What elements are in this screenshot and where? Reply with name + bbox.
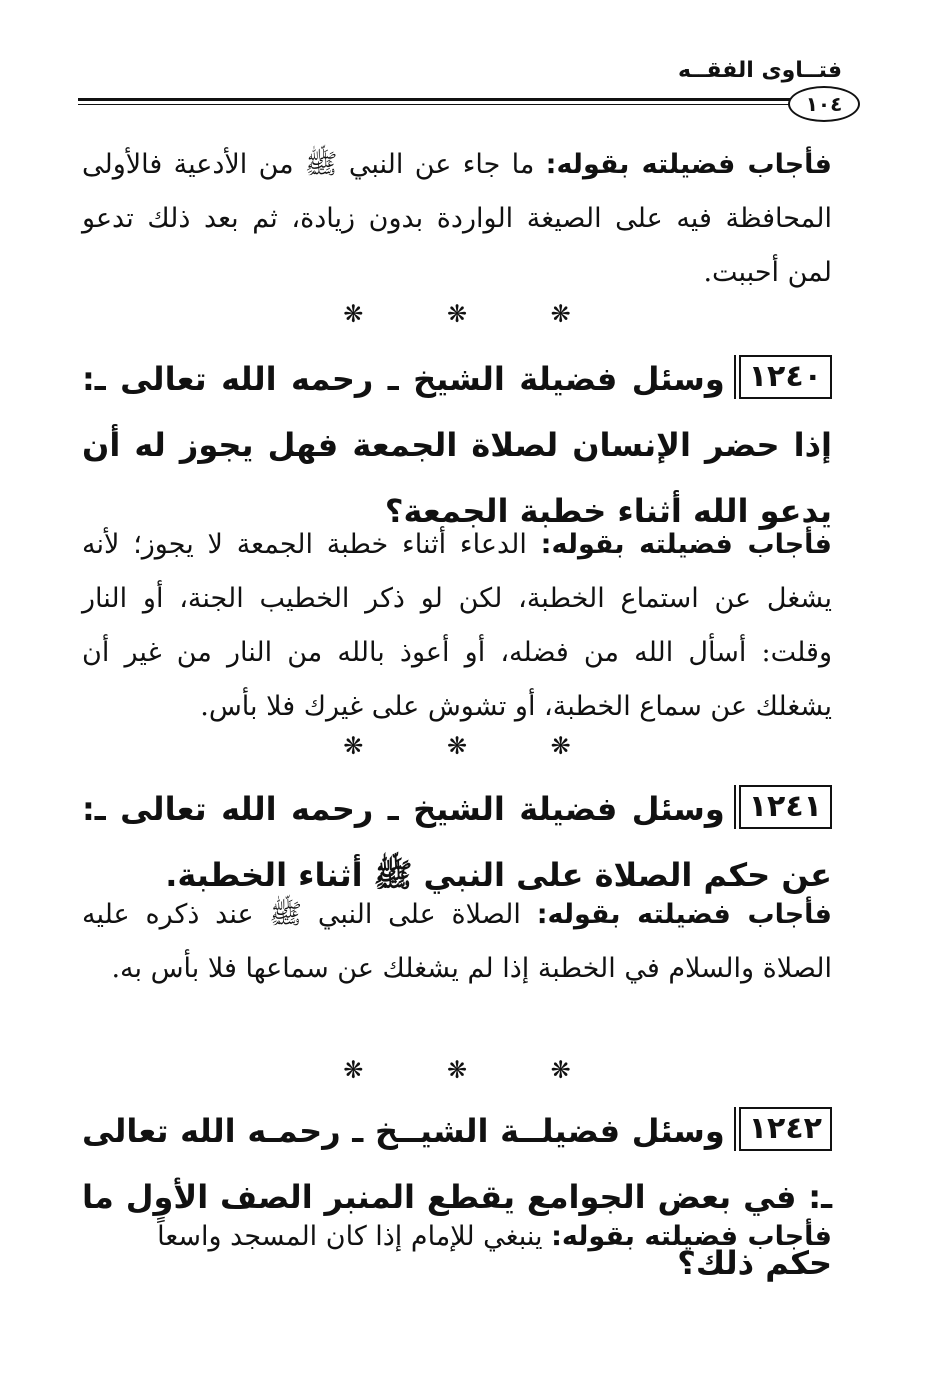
- running-title: فتــاوى الفقــه: [677, 58, 842, 83]
- answer-lead: فأجاب فضيلته بقوله:: [536, 899, 832, 930]
- answer-text: ينبغي للإمام إذا كان المسجد واسعاً: [157, 1221, 552, 1252]
- header-rule: [78, 98, 822, 105]
- answer-text: ما جاء عن النبي ﷺ من الأدعية فالأولى المحافظة فيه على الصيغة الواردة بدون زيادة، ثم بعد ذلك تدعو لمن أحببت.: [82, 149, 832, 288]
- page-number: ١٠٤: [788, 86, 860, 122]
- question-text: وسئل فضيلة الشيخ ـ رحمه الله تعالى ـ: عن حكم الصلاة على النبي ﷺ أثناء الخطبة.: [82, 790, 832, 894]
- fatwa-number: ١٢٤٠: [739, 355, 832, 399]
- question-text: وسئل فضيلة الشيخ ـ رحمه الله تعالى ـ: إذا حضر الإنسان لصلاة الجمعة فهل يجوز له أن يدعو الله أثناء خطبة الجمعة؟: [82, 360, 832, 530]
- answer-paragraph: [82, 888, 832, 996]
- answer-lead: فأجاب فضيلته بقوله:: [545, 149, 832, 180]
- fatwa-number: ١٢٤٢: [739, 1107, 832, 1151]
- answer-text: الصلاة على النبي ﷺ عند ذكره عليه الصلاة والسلام في الخطبة إذا لم يشغلك عن سماعها فلا بأس به.: [82, 899, 832, 984]
- answer-lead: فأجاب فضيلته بقوله:: [551, 1221, 832, 1252]
- answer-lead: فأجاب فضيلته بقوله:: [540, 529, 832, 560]
- section-separator: ❋ ❋ ❋: [343, 732, 609, 760]
- section-separator: ❋ ❋ ❋: [343, 300, 609, 328]
- answer-text: الدعاء أثناء خطبة الجمعة لا يجوز؛ لأنه يشغل عن استماع الخطبة، لكن لو ذكر الخطيب الجنة، أو النار وقلت: أسأل الله من فضله، أو أعوذ بالله من النار من غير أن يشغلك عن سماع الخطبة، أو تشوش على غيرك فلا بأس.: [82, 529, 832, 722]
- section-separator: ❋ ❋ ❋: [343, 1056, 609, 1084]
- answer-paragraph: [82, 138, 832, 300]
- question-text: وسئل فضيلــة الشيــخ ـ رحمـه الله تعالى ـ: في بعض الجوامع يقطع المنبر الصف الأول ما حكم ذلك؟: [82, 1112, 832, 1282]
- answer-paragraph: [82, 518, 832, 734]
- fatwa-number: ١٢٤١: [739, 785, 832, 829]
- question-paragraph: [82, 346, 832, 544]
- question-paragraph: [82, 1098, 832, 1296]
- answer-paragraph: [82, 1210, 832, 1264]
